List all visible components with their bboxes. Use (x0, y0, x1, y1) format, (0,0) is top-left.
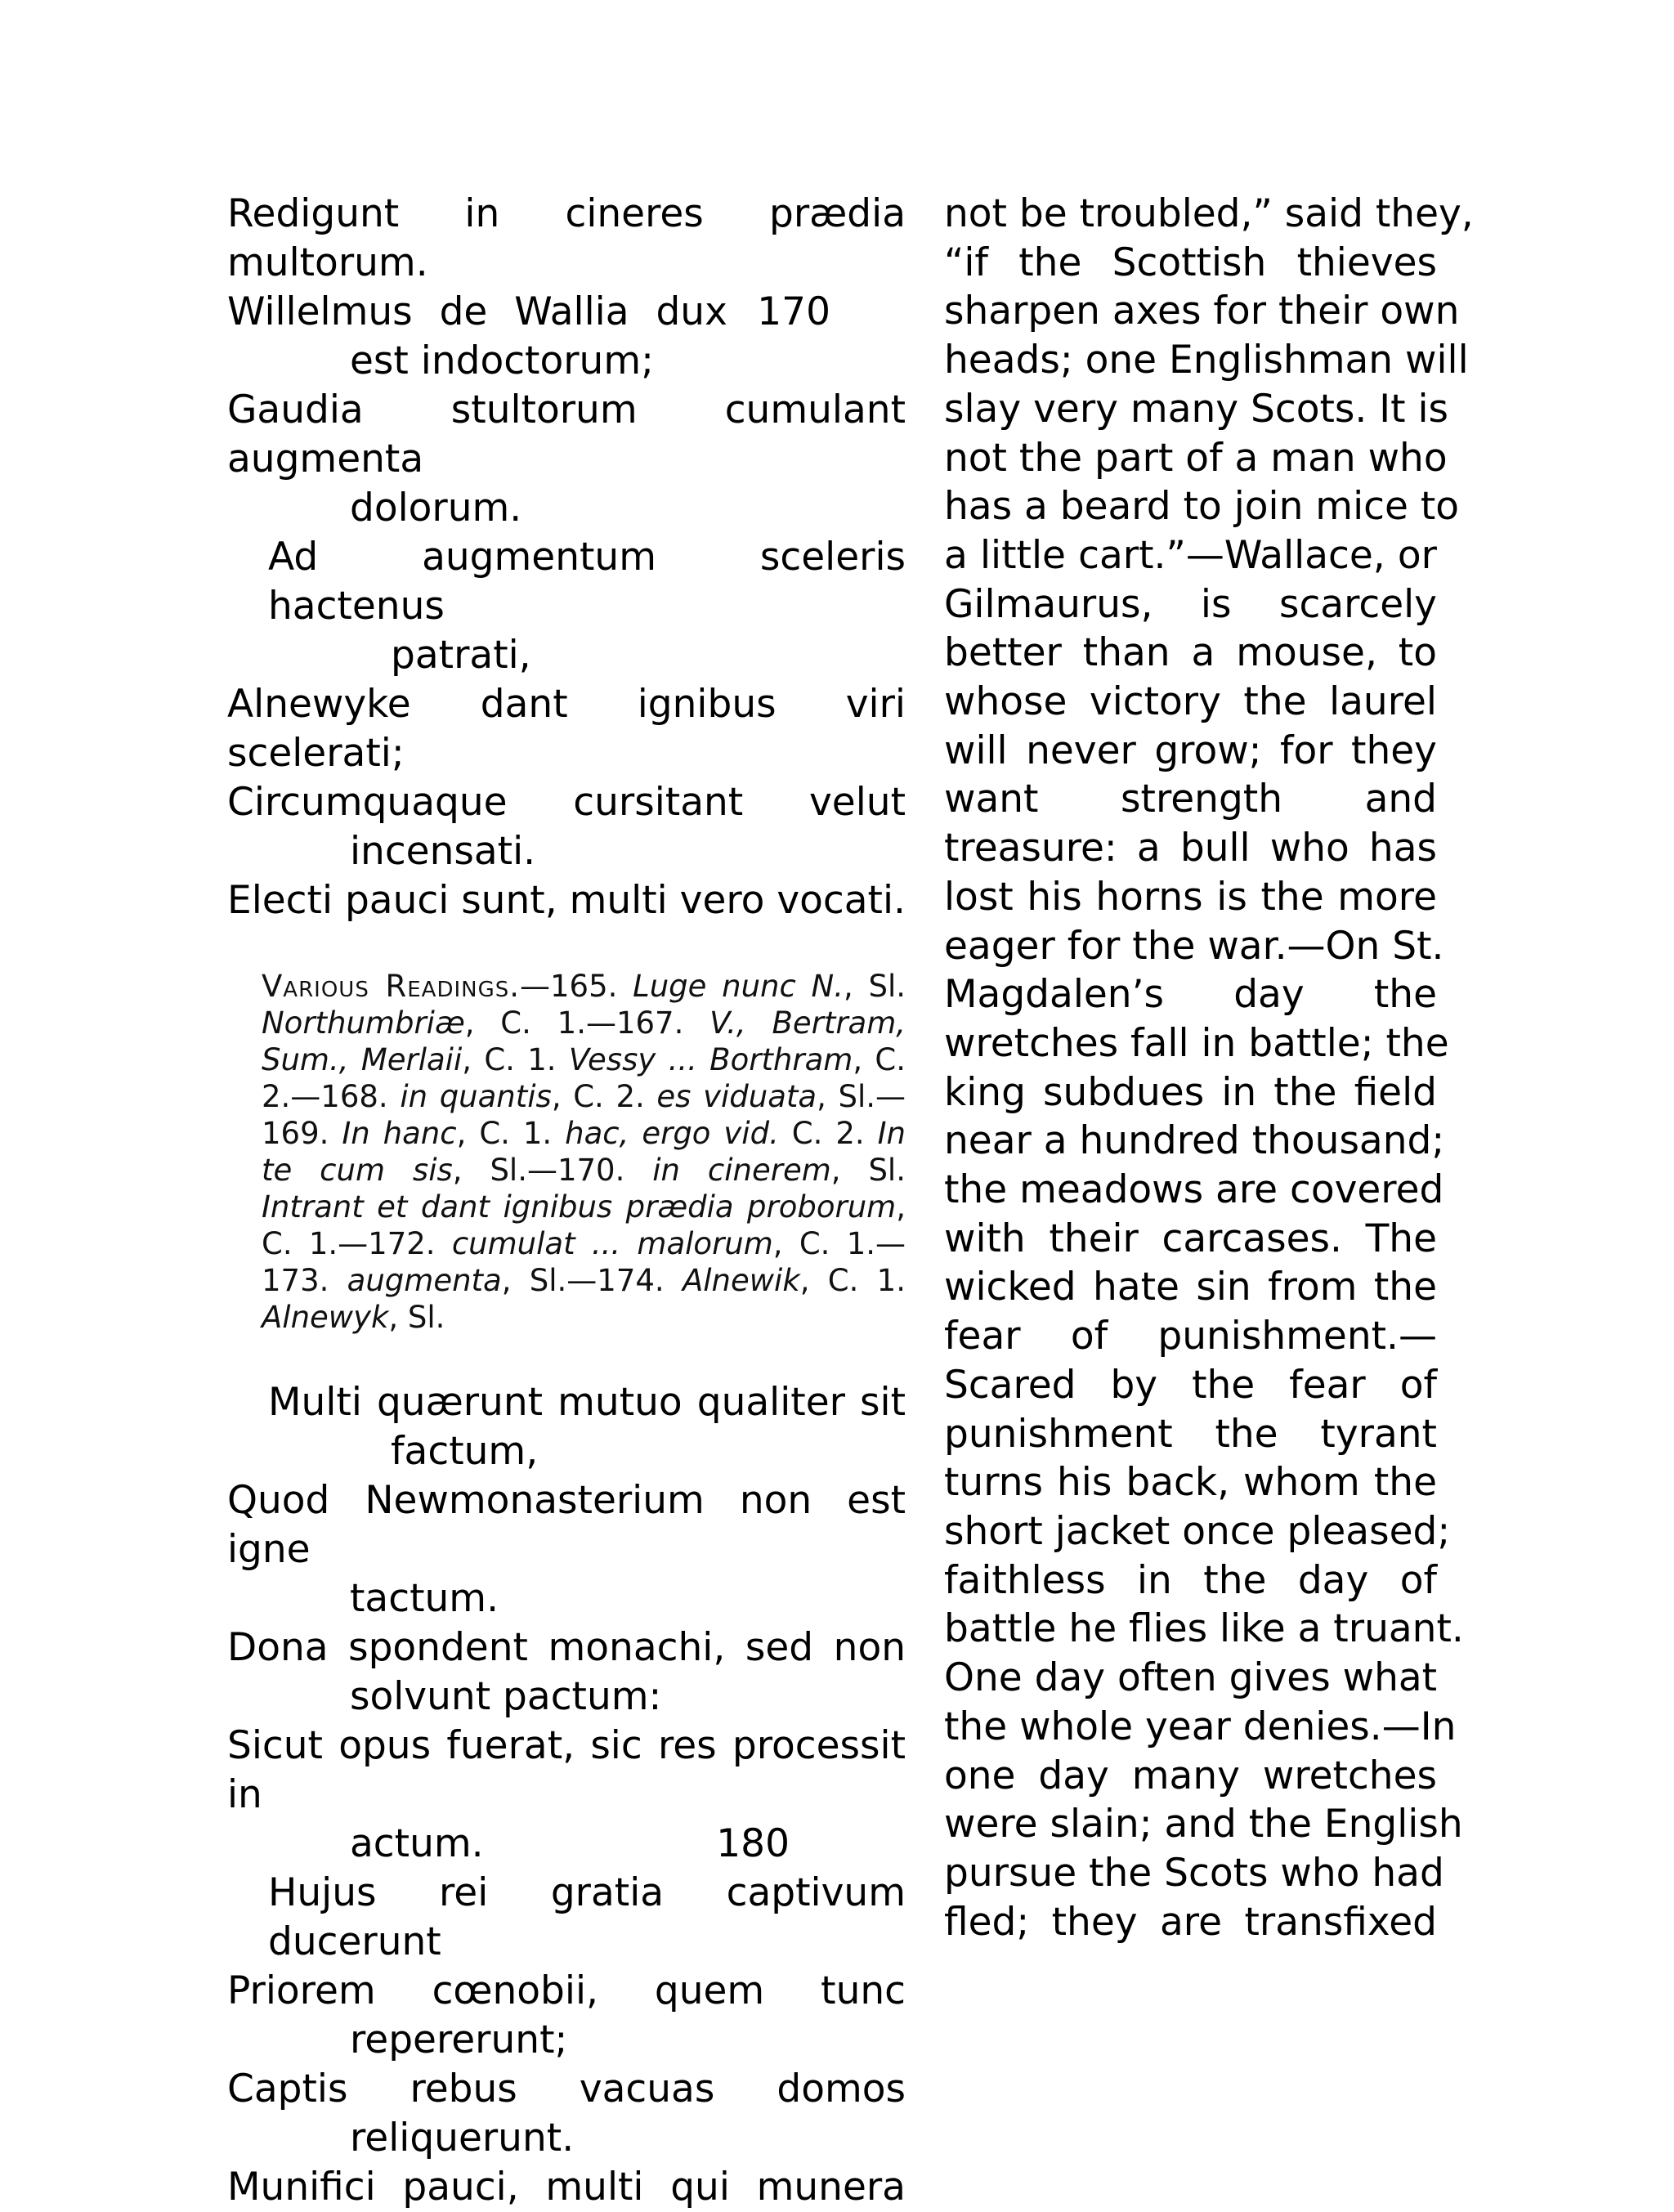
readings-text: , C. 2.—168. (262, 1042, 906, 1114)
translation-line: whose victory the laurel (944, 679, 1437, 725)
translation-line: not the part of a man who (944, 435, 1448, 481)
verse-line: Captis rebus vacuas domos (227, 2066, 906, 2111)
translation-line: punishment the tyrant (944, 1411, 1437, 1457)
readings-text: , C. 1. (799, 1263, 906, 1298)
verse-continuation (227, 1820, 790, 1869)
translation-line: turns his back, whom the (944, 1460, 1437, 1506)
translation-line: “if the Scottish thieves (944, 240, 1437, 285)
readings-italic: in cinerem (652, 1153, 831, 1188)
translation-line: not be troubled,” said they, (944, 191, 1474, 236)
verse-line-text: Willelmus de Wallia dux (227, 289, 727, 334)
translation-line: Gilmaurus, is scarcely (944, 581, 1437, 627)
translation-line: has a beard to join mice to (944, 484, 1460, 530)
readings-text: , Sl. (843, 969, 906, 1004)
stanza-1 (227, 190, 906, 925)
readings-italic: In hanc (342, 1116, 457, 1151)
readings-text: , C. 2. (551, 1079, 657, 1114)
readings-label: Various Readings. (262, 969, 521, 1004)
verse-continuation-text: actum. (350, 1821, 484, 1866)
verse-line: Quod Newmonasterium non est igne (227, 1478, 906, 1572)
various-readings-note (262, 968, 906, 1336)
readings-italic: cumulat ... malorum (451, 1226, 773, 1261)
translation-line: treasure: a bull who has (944, 826, 1437, 871)
stanza-2 (227, 1378, 906, 1869)
readings-italic: es viduata (656, 1079, 817, 1114)
verse-continuation: dolorum. (350, 486, 522, 531)
translation-line: better than a mouse, to (944, 630, 1437, 676)
readings-text: —165. (520, 969, 633, 1004)
translation-line: near a hundred thousand; (944, 1118, 1445, 1164)
readings-italic: Vessy ... Borthram (568, 1042, 853, 1077)
translation-column (944, 190, 1474, 1988)
latin-verse-column (227, 190, 906, 2210)
verse-continuation: incensati. (350, 829, 536, 874)
verse-line: Redigunt in cineres prædia multorum. (227, 191, 906, 285)
translation-line: want strength and (944, 777, 1437, 822)
readings-text: , Sl.—170. (452, 1153, 653, 1188)
verse-continuation: factum, (391, 1429, 539, 1474)
translation-line: sharpen axes for their own (944, 289, 1460, 334)
readings-italic: In te cum sis (262, 1116, 906, 1188)
verse-line: Multi quærunt mutuo qualiter sit (268, 1380, 906, 1425)
translation-line: pursue the Scots who had (944, 1850, 1444, 1896)
verse-line (227, 288, 830, 337)
readings-italic: Luge nunc N. (633, 969, 844, 1004)
verse-line: Munifici pauci, multi qui munera (227, 2165, 906, 2210)
verse-line: Hujus rei gratia captivum ducerunt (268, 1870, 906, 1964)
verse-line: Gaudia stultorum cumulant augmenta (227, 387, 906, 481)
translation-line: the meadows are covered (944, 1167, 1444, 1213)
verse-continuation: repererunt; (350, 2017, 568, 2062)
verse-line: Electi pauci sunt, multi vero vocati. (227, 878, 906, 923)
readings-italic: Intrant et dant ignibus prædia proborum (262, 1189, 897, 1225)
translation-line: heads; one Englishman will (944, 338, 1469, 383)
readings-italic: in quantis (400, 1079, 552, 1114)
translation-line: Scared by the fear of (944, 1362, 1437, 1408)
translation-line: one day many wretches (944, 1753, 1437, 1798)
readings-text: , C. 1. (462, 1042, 569, 1077)
translation-line: wretches fall in battle; the (944, 1020, 1449, 1066)
verse-continuation: solvunt pactum: (350, 1674, 662, 1719)
translation-line: fear of punishment.— (944, 1314, 1437, 1359)
readings-italic: hac, ergo vid. (565, 1116, 779, 1151)
translation-line: wicked hate sin from the (944, 1265, 1437, 1310)
verse-line: Priorem cœnobii, quem tunc (227, 1968, 906, 2013)
readings-italic: augmenta (347, 1263, 502, 1298)
readings-text: , C. 1.—167. (464, 1005, 710, 1041)
translation-line: king subdues in the field (944, 1069, 1437, 1115)
readings-text: , Sl.—169. (262, 1079, 906, 1151)
translation-line: eager for the war.—On St. (944, 923, 1444, 969)
readings-text: , Sl. (388, 1300, 445, 1335)
stanza-3 (227, 1869, 906, 2212)
readings-text: , Sl. (830, 1153, 906, 1188)
translation-line: will never grow; for they (944, 728, 1437, 773)
translation-line: Magdalen’s day the (944, 972, 1437, 1018)
translation-line: short jacket once pleased; (944, 1508, 1451, 1554)
readings-text: C. 2. (778, 1116, 878, 1151)
verse-continuation: tactum. (350, 1576, 499, 1621)
verse-continuation: est indoctorum; (350, 338, 654, 383)
translation-line: One day often gives what (944, 1655, 1438, 1701)
translation-line: the whole year denies.—In (944, 1704, 1457, 1749)
translation-line: with their carcases. The (944, 1216, 1437, 1261)
translation-line: battle he flies like a truant. (944, 1606, 1464, 1652)
translation-line: faithless in the day of (944, 1557, 1437, 1603)
translation-line: lost his horns is the more (944, 874, 1437, 920)
readings-text: , C. 1.—173. (262, 1226, 906, 1298)
translation-text (944, 190, 1474, 1946)
verse-line: Circumquaque cursitant velut (227, 780, 906, 825)
verse-line: Ad augmentum sceleris hactenus (268, 535, 906, 629)
line-number: 170 (757, 289, 830, 334)
translation-line: a little cart.”—Wallace, or (944, 532, 1437, 578)
verse-line: Dona spondent monachi, sed non (227, 1625, 906, 1670)
translation-line: were slain; and the English (944, 1802, 1463, 1847)
verse-line: Sicut opus fuerat, sic res processit in (227, 1723, 906, 1817)
readings-italic: V., Bertram, Sum., Merlaii (262, 1005, 906, 1077)
readings-text: , C. 1.—172. (262, 1189, 906, 1261)
readings-text: , Sl.—174. (501, 1263, 683, 1298)
readings-italic: Northumbriæ (262, 1005, 465, 1041)
readings-italic: Alnewik (682, 1263, 800, 1298)
translation-line: fled; they are transfixed (944, 1899, 1437, 1945)
readings-text: , C. 1. (456, 1116, 566, 1151)
verse-continuation: patrati, (391, 633, 531, 678)
readings-italic: Alnewyk (262, 1300, 389, 1335)
verse-continuation: reliquerunt. (350, 2116, 575, 2161)
line-number: 180 (716, 1821, 790, 1866)
translation-line: slay very many Scots. It is (944, 386, 1449, 432)
verse-line: Alnewyke dant ignibus viri scelerati; (227, 682, 906, 776)
